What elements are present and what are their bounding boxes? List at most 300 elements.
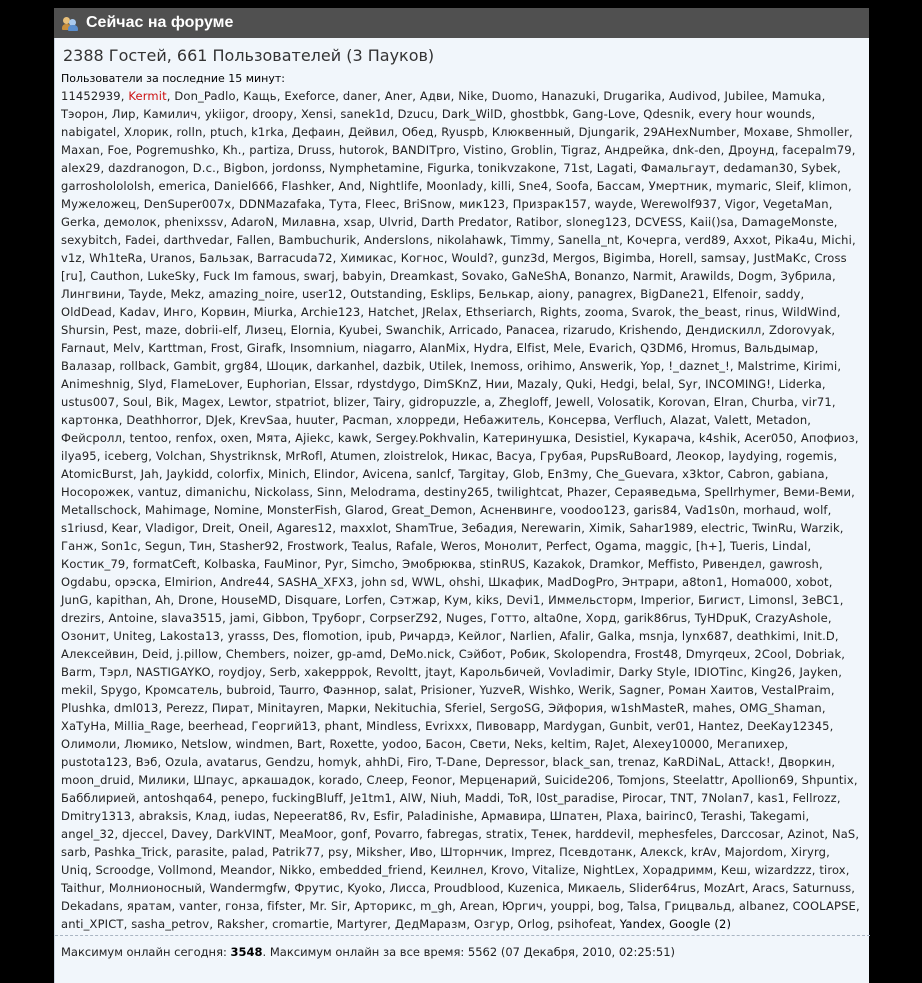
user-link[interactable]: droopy	[252, 107, 294, 121]
user-link[interactable]: Alexey10000	[632, 737, 710, 751]
user-link[interactable]: KaRDiNaL	[663, 755, 721, 769]
user-link[interactable]: Bart	[297, 737, 322, 751]
user-link[interactable]: gunz3d	[501, 251, 546, 265]
user-link[interactable]: Бальзак	[199, 251, 250, 265]
user-link[interactable]: Nike	[458, 89, 484, 103]
user-link[interactable]: sloneg123	[566, 215, 628, 229]
user-link[interactable]: Patrik77	[271, 845, 321, 859]
user-link[interactable]: HouseMD	[221, 593, 278, 607]
user-link[interactable]: stinRUS	[479, 557, 526, 571]
user-link[interactable]: Kyubei	[338, 323, 379, 337]
user-link[interactable]: Dobriak	[795, 647, 842, 661]
user-link[interactable]: Георгий13	[251, 719, 317, 733]
user-link[interactable]: wizardzzz	[754, 863, 812, 877]
user-link[interactable]: samsay	[701, 251, 747, 265]
user-link[interactable]: yodoo	[381, 737, 418, 751]
user-link[interactable]: Дроунд	[728, 143, 775, 157]
user-link[interactable]: Мужеложец	[61, 197, 137, 211]
user-link[interactable]: Веми-Веми	[783, 485, 852, 499]
user-link[interactable]: Pika4u	[774, 233, 814, 247]
user-link[interactable]: Армавира	[481, 809, 542, 823]
user-link[interactable]: Liderka	[778, 377, 822, 391]
user-link[interactable]: Daniel666	[213, 179, 274, 193]
user-link[interactable]: palad	[231, 845, 265, 859]
user-link[interactable]: Spellrhymer	[704, 485, 776, 499]
user-link[interactable]: garis84	[633, 503, 678, 517]
user-link[interactable]: Nepeerat86	[273, 809, 343, 823]
user-link[interactable]: Panacea	[505, 323, 556, 337]
user-link[interactable]: DenSuper007x	[143, 197, 232, 211]
user-link[interactable]: dedaman30	[723, 161, 794, 175]
user-link[interactable]: antoshqa64	[143, 791, 214, 805]
user-link[interactable]: BriSnow	[403, 197, 452, 211]
user-link[interactable]: fuckingBluff	[272, 791, 343, 805]
user-link[interactable]: Готто	[490, 611, 526, 625]
user-link[interactable]: Эйфория	[548, 701, 604, 715]
user-link[interactable]: Камилич	[143, 107, 198, 121]
user-link[interactable]: garrosholololsh	[61, 179, 151, 193]
user-link[interactable]: Призрак157	[512, 197, 588, 211]
user-link[interactable]: Plushka	[61, 701, 107, 715]
user-link[interactable]: gonf	[340, 827, 368, 841]
user-link[interactable]: daner	[342, 89, 378, 103]
user-link[interactable]: Вэб	[135, 755, 158, 769]
user-link[interactable]: Dogm	[737, 269, 773, 283]
user-link[interactable]: Uniteg	[113, 629, 153, 643]
user-link[interactable]: Povarro	[374, 827, 420, 841]
user-link[interactable]: Ogama	[594, 539, 638, 553]
user-link[interactable]: Shystriknsk	[209, 449, 278, 463]
user-link[interactable]: darthvedar	[163, 233, 229, 247]
user-link[interactable]: Maxan	[61, 143, 100, 157]
user-link[interactable]: T-Dane	[436, 755, 478, 769]
user-link[interactable]: rinus	[744, 305, 775, 319]
user-link[interactable]: bairinc0	[645, 809, 694, 823]
user-link[interactable]: Utilek	[428, 359, 463, 373]
user-link[interactable]: Rv	[350, 809, 366, 823]
user-link[interactable]: Kh.	[222, 143, 242, 157]
user-link[interactable]: Narlien	[509, 629, 552, 643]
user-link[interactable]: mephesfeles	[638, 827, 714, 841]
user-link[interactable]: ahhDi	[365, 755, 400, 769]
user-link[interactable]: Perezz	[166, 701, 205, 715]
user-link[interactable]: Басон	[425, 737, 463, 751]
user-link[interactable]: keltim	[550, 737, 588, 751]
user-link[interactable]: Карольбичей	[459, 665, 542, 679]
user-link[interactable]: Moonlady	[426, 179, 484, 193]
user-link[interactable]: noizer	[293, 647, 330, 661]
user-link[interactable]: psy	[327, 845, 349, 859]
user-link[interactable]: Свети	[469, 737, 507, 751]
user-link[interactable]: vir71	[801, 395, 832, 409]
user-link[interactable]: YuzveR	[479, 683, 522, 697]
user-link[interactable]: Antoine	[108, 611, 154, 625]
user-link[interactable]: Катеринушка	[482, 431, 568, 445]
user-link[interactable]: Mikshеr	[356, 845, 403, 859]
user-link[interactable]: Ximik	[588, 521, 622, 535]
user-link[interactable]: Rafale	[395, 539, 433, 553]
user-link[interactable]: Qdesnik	[643, 107, 691, 121]
user-link[interactable]: Tayde	[128, 287, 163, 301]
user-link[interactable]: Michi	[821, 233, 852, 247]
user-link[interactable]: Elfenoir	[712, 287, 758, 301]
user-link[interactable]: Шоцик	[266, 359, 309, 373]
user-link[interactable]: rogemis	[786, 449, 834, 463]
user-link[interactable]: Shmoller	[796, 125, 849, 139]
user-link[interactable]: Anderslons	[364, 233, 430, 247]
user-link[interactable]: Mazaly	[517, 377, 559, 391]
user-link[interactable]: Тенек	[531, 827, 568, 841]
user-link[interactable]: COOLAPSE	[792, 899, 856, 913]
user-link[interactable]: орэска	[114, 575, 157, 589]
user-link[interactable]: Druss	[297, 143, 332, 157]
user-link[interactable]: electric	[700, 521, 745, 535]
user-link[interactable]: AlW	[399, 791, 423, 805]
user-link[interactable]: zloistrelok	[383, 449, 444, 463]
user-link[interactable]: maze	[145, 323, 178, 337]
user-link[interactable]: Son1c	[101, 539, 138, 553]
user-link[interactable]: MonsterFish	[266, 503, 338, 517]
user-link[interactable]: Don_Padlo	[174, 89, 236, 103]
user-link[interactable]: Galka	[597, 629, 632, 643]
user-link[interactable]: Darccosar	[720, 827, 780, 841]
user-link[interactable]: Zhegloff	[499, 395, 549, 409]
user-link[interactable]: Ривендел	[702, 557, 762, 571]
user-link[interactable]: Majordom	[724, 845, 784, 859]
user-link[interactable]: JRelax	[422, 305, 458, 319]
user-link[interactable]: 2Cool	[754, 647, 788, 661]
user-link[interactable]: Aracs	[752, 881, 786, 895]
user-link[interactable]: Insomnium	[289, 341, 356, 355]
user-link[interactable]: Takegami	[750, 809, 806, 823]
user-link[interactable]: Слеер	[366, 773, 405, 787]
user-link[interactable]: Кеилнел	[430, 863, 484, 877]
user-link[interactable]: Figurka	[427, 161, 471, 175]
user-link[interactable]: Oneil	[238, 521, 270, 535]
user-link[interactable]: Homa000	[731, 575, 788, 589]
user-link[interactable]: Init.D	[803, 629, 835, 643]
user-link[interactable]: Фрутис	[294, 881, 340, 895]
user-link[interactable]: trenaz	[618, 755, 656, 769]
user-link[interactable]: maggic	[644, 539, 689, 553]
user-link[interactable]: Jaykidd	[166, 467, 210, 481]
user-link[interactable]: Асненвинге	[479, 503, 553, 517]
user-link[interactable]: Nightlife	[368, 179, 419, 193]
user-link[interactable]: babyin	[342, 269, 383, 283]
user-link[interactable]: Кейлог	[458, 629, 503, 643]
user-link[interactable]: WildWind	[781, 305, 837, 319]
user-link[interactable]: Валазар	[61, 359, 112, 373]
user-link[interactable]: Kolbaska	[203, 557, 257, 571]
user-link[interactable]: john sd	[361, 575, 405, 589]
user-link[interactable]: Сэтжар	[389, 593, 437, 607]
user-link[interactable]: Girafk	[246, 341, 283, 355]
user-link[interactable]: Korovan	[658, 395, 706, 409]
user-link[interactable]: Drone	[178, 593, 214, 607]
user-link[interactable]: Churba	[751, 395, 795, 409]
user-link[interactable]: Esfir	[373, 809, 400, 823]
user-link[interactable]: Wandermgfw	[209, 881, 287, 895]
user-link[interactable]: Nomine	[213, 503, 260, 517]
user-link[interactable]: Imprez	[511, 845, 552, 859]
user-link[interactable]: Mr. Sir	[309, 899, 347, 913]
user-link[interactable]: Бабблирией	[61, 791, 136, 805]
user-link[interactable]: lynx687	[681, 629, 730, 643]
user-link[interactable]: Роман Хаитов	[668, 683, 754, 697]
user-link[interactable]: salat	[384, 683, 413, 697]
user-link[interactable]: Martyrer	[336, 917, 388, 931]
user-link[interactable]: sanek1d	[340, 107, 391, 121]
user-link[interactable]: Neks	[514, 737, 544, 751]
user-link[interactable]: Xensi	[301, 107, 333, 121]
user-link[interactable]: SergoSG	[490, 701, 541, 715]
user-link[interactable]: Dark_WilD	[441, 107, 503, 121]
user-link[interactable]: Elornia	[290, 323, 332, 337]
user-link[interactable]: Je1tm1	[350, 791, 393, 805]
user-link[interactable]: MadDogPro	[547, 575, 615, 589]
user-link[interactable]: Юргич	[502, 899, 543, 913]
user-link[interactable]: Энтрари	[621, 575, 675, 589]
user-link[interactable]: Инго	[163, 305, 194, 319]
user-link[interactable]: Deid	[142, 647, 170, 661]
user-link[interactable]: gawrosh	[769, 557, 819, 571]
user-link[interactable]: v1z	[61, 251, 82, 265]
user-link[interactable]: anti_XPICT	[61, 917, 124, 931]
user-link[interactable]: Evarich	[588, 341, 633, 355]
user-link[interactable]: Chembers	[225, 647, 286, 661]
user-link[interactable]: Wishko	[528, 683, 571, 697]
user-link[interactable]: Fleec	[364, 197, 396, 211]
user-link[interactable]: Тута	[329, 197, 358, 211]
user-link[interactable]: Bambuchurik	[278, 233, 357, 247]
user-link[interactable]: Bonanzo	[574, 269, 626, 283]
user-link[interactable]: Хорадримм	[642, 863, 714, 877]
user-link[interactable]: stratix	[485, 827, 524, 841]
user-link[interactable]: And	[338, 179, 362, 193]
user-link[interactable]: Pogremushko	[135, 143, 216, 157]
user-link[interactable]: AtomicBurst	[61, 467, 133, 481]
user-link[interactable]: Ryuspb	[441, 125, 485, 139]
user-link[interactable]: w1shMasteR	[610, 701, 685, 715]
user-link[interactable]: Mekz	[170, 287, 201, 301]
user-link[interactable]: Jewell	[555, 395, 590, 409]
user-link[interactable]: Tigraz	[560, 143, 597, 157]
user-link[interactable]: Devi1	[506, 593, 541, 607]
user-link[interactable]: гонза	[225, 899, 260, 913]
user-link[interactable]: DarkVINT	[216, 827, 272, 841]
user-link[interactable]: Uranos	[150, 251, 192, 265]
user-link[interactable]: fabregas	[426, 827, 479, 841]
user-link[interactable]: wayde	[594, 197, 634, 211]
user-link[interactable]: En3my	[547, 467, 589, 481]
user-link[interactable]: DCVESS	[634, 215, 683, 229]
user-link[interactable]: ustus007	[61, 395, 116, 409]
user-link[interactable]: windmen	[235, 737, 290, 751]
user-link[interactable]: Syr	[678, 377, 698, 391]
user-link[interactable]: Horell	[658, 251, 694, 265]
user-link[interactable]: ohshi	[449, 575, 481, 589]
user-link[interactable]: Эмобрюква	[402, 557, 473, 571]
user-link[interactable]: Фамальгаут	[640, 161, 716, 175]
user-link[interactable]: Ричардэ	[399, 629, 451, 643]
user-link[interactable]: slava3515	[161, 611, 223, 625]
user-link[interactable]: iudas	[234, 809, 266, 823]
user-link[interactable]: Limonsl	[748, 593, 794, 607]
user-link[interactable]: Kermit	[128, 89, 167, 103]
user-link[interactable]: xobot	[795, 575, 829, 589]
user-link[interactable]: Kirimi	[803, 359, 838, 373]
user-link[interactable]: Gunbit	[609, 719, 649, 733]
user-link[interactable]: emerica	[158, 179, 207, 193]
user-link[interactable]: nikolahawk	[436, 233, 503, 247]
user-link[interactable]: Terashi	[700, 809, 743, 823]
user-link[interactable]: voodoo123	[560, 503, 626, 517]
user-link[interactable]: Farnaut	[61, 341, 106, 355]
user-link[interactable]: Хорд	[585, 611, 617, 625]
user-link[interactable]: moon_druid	[61, 773, 131, 787]
user-link[interactable]: Skolopendra	[553, 647, 627, 661]
user-link[interactable]: djeccel	[122, 827, 164, 841]
user-link[interactable]: Che_Guevara	[595, 467, 675, 481]
user-link[interactable]: Imperior	[640, 593, 691, 607]
user-link[interactable]: Леокор	[675, 449, 721, 463]
user-link[interactable]: homyk	[317, 755, 358, 769]
user-link[interactable]: Hromus	[690, 341, 737, 355]
user-link[interactable]: tentoo	[129, 431, 168, 445]
user-link[interactable]: oxen	[220, 431, 249, 445]
user-link[interactable]: stpatriot	[275, 395, 326, 409]
user-link[interactable]: Barracuda72	[257, 251, 333, 265]
user-link[interactable]: Nerewarin	[520, 521, 582, 535]
user-link[interactable]: Taithur	[61, 881, 102, 895]
user-link[interactable]: Foe	[107, 143, 129, 157]
user-link[interactable]: Fuck Im famous	[203, 269, 297, 283]
user-link[interactable]: Dmyrqeux	[685, 647, 747, 661]
user-link[interactable]: xakepppok	[304, 665, 369, 679]
user-link[interactable]: Fallen	[236, 233, 271, 247]
user-link[interactable]: Aner	[384, 89, 413, 103]
user-link[interactable]: every hour wounds	[698, 107, 812, 121]
user-link[interactable]: JustMaKc	[753, 251, 807, 265]
user-link[interactable]: Mamuka	[771, 89, 822, 103]
user-link[interactable]: morhaud	[742, 503, 796, 517]
user-link[interactable]: Agares12	[276, 521, 333, 535]
user-link[interactable]: Melodrama	[350, 485, 417, 499]
user-link[interactable]: Kuzenica	[507, 881, 561, 895]
user-link[interactable]: s1riusd	[61, 521, 104, 535]
user-link[interactable]: Труборг	[312, 611, 362, 625]
user-link[interactable]: Verfluch	[614, 413, 663, 427]
user-link[interactable]: Kadav	[119, 305, 156, 319]
user-link[interactable]: NaS	[831, 827, 856, 841]
user-link[interactable]: Targitay	[458, 467, 506, 481]
user-link[interactable]: Kaii()sa	[690, 215, 735, 229]
user-link[interactable]: Лисса	[389, 881, 427, 895]
user-link[interactable]: renfox	[175, 431, 213, 445]
user-link[interactable]: Niuh	[430, 791, 458, 805]
user-link[interactable]: ipub	[366, 629, 392, 643]
user-link[interactable]: FauMinor	[263, 557, 318, 571]
user-link[interactable]: TNT	[670, 791, 694, 805]
user-link[interactable]: bog	[597, 899, 620, 913]
user-link[interactable]: KrevSaa	[239, 413, 289, 427]
user-link[interactable]: maxxlot	[339, 521, 388, 535]
user-link[interactable]: LukeSky	[147, 269, 196, 283]
user-link[interactable]: Flashker	[281, 179, 331, 193]
user-link[interactable]: Kear	[111, 521, 138, 535]
user-link[interactable]: Hanazuki	[541, 89, 596, 103]
user-link[interactable]: wolf	[803, 503, 828, 517]
user-link[interactable]: Pacman	[342, 413, 389, 427]
user-link[interactable]: Elmirion	[164, 575, 213, 589]
user-link[interactable]: Elfist	[516, 341, 546, 355]
user-link[interactable]: msnja	[638, 629, 675, 643]
user-link[interactable]: Кум	[444, 593, 469, 607]
user-link[interactable]: DamageMonste	[741, 215, 834, 229]
user-link[interactable]: WWL	[411, 575, 442, 589]
user-link[interactable]: Химикас	[340, 251, 394, 265]
user-link[interactable]: ptuch	[210, 125, 244, 139]
user-link[interactable]: Mindless	[366, 719, 418, 733]
user-link[interactable]: Lewtor	[228, 395, 268, 409]
user-link[interactable]: gp-amd	[337, 647, 383, 661]
user-link[interactable]: Олимоли	[61, 737, 117, 751]
user-link[interactable]: Vladigor	[145, 521, 195, 535]
user-link[interactable]: nabigatel	[61, 125, 117, 139]
user-link[interactable]: BANDITpro	[391, 143, 456, 157]
user-link[interactable]: Glarod	[344, 503, 384, 517]
user-link[interactable]: blizer	[333, 395, 366, 409]
user-link[interactable]: CrazyAshole	[755, 611, 828, 625]
user-link[interactable]: Ганж	[61, 539, 94, 553]
user-link[interactable]: Кащь	[243, 89, 277, 103]
user-link[interactable]: Plaxa	[606, 809, 639, 823]
user-link[interactable]: swarj	[303, 269, 335, 283]
user-link[interactable]: Slyd	[137, 377, 164, 391]
user-link[interactable]: Lagati	[596, 161, 634, 175]
user-link[interactable]: DDNMazafaka	[238, 197, 322, 211]
user-link[interactable]: zooma	[584, 305, 624, 319]
user-link[interactable]: Q3DM6	[640, 341, 684, 355]
user-link[interactable]: Fellrozz	[792, 791, 837, 805]
user-link[interactable]: Никас	[451, 449, 489, 463]
user-link[interactable]: Vistino	[463, 143, 504, 157]
user-link[interactable]: Millia_Rage	[113, 719, 181, 733]
user-link[interactable]: sarb	[61, 845, 87, 859]
user-link[interactable]: NightLex	[582, 863, 635, 877]
user-link[interactable]: Duomo	[491, 89, 534, 103]
user-link[interactable]: Feonor	[411, 773, 452, 787]
user-link[interactable]: Swanchik	[385, 323, 442, 337]
user-link[interactable]: Gerka	[61, 215, 96, 229]
user-link[interactable]: amazing_noire	[208, 287, 295, 301]
user-link[interactable]: ghostbbk	[510, 107, 565, 121]
user-link[interactable]: Arawilds	[680, 269, 731, 283]
user-link[interactable]: gabiana	[777, 467, 825, 481]
user-link[interactable]: BigDane21	[640, 287, 705, 301]
user-link[interactable]: alex29	[61, 161, 101, 175]
user-link[interactable]: rollback	[119, 359, 166, 373]
user-link[interactable]: Dramkor	[589, 557, 641, 571]
user-link[interactable]: Bik	[155, 395, 175, 409]
user-link[interactable]: fifster	[267, 899, 302, 913]
user-link[interactable]: sasha_petrov	[131, 917, 210, 931]
user-link[interactable]: Volosatik	[597, 395, 651, 409]
user-link[interactable]: Васуа	[496, 449, 533, 463]
user-link[interactable]: Acer050	[744, 431, 794, 445]
user-link[interactable]: Andre44	[220, 575, 270, 589]
user-link[interactable]: Милики	[138, 773, 186, 787]
